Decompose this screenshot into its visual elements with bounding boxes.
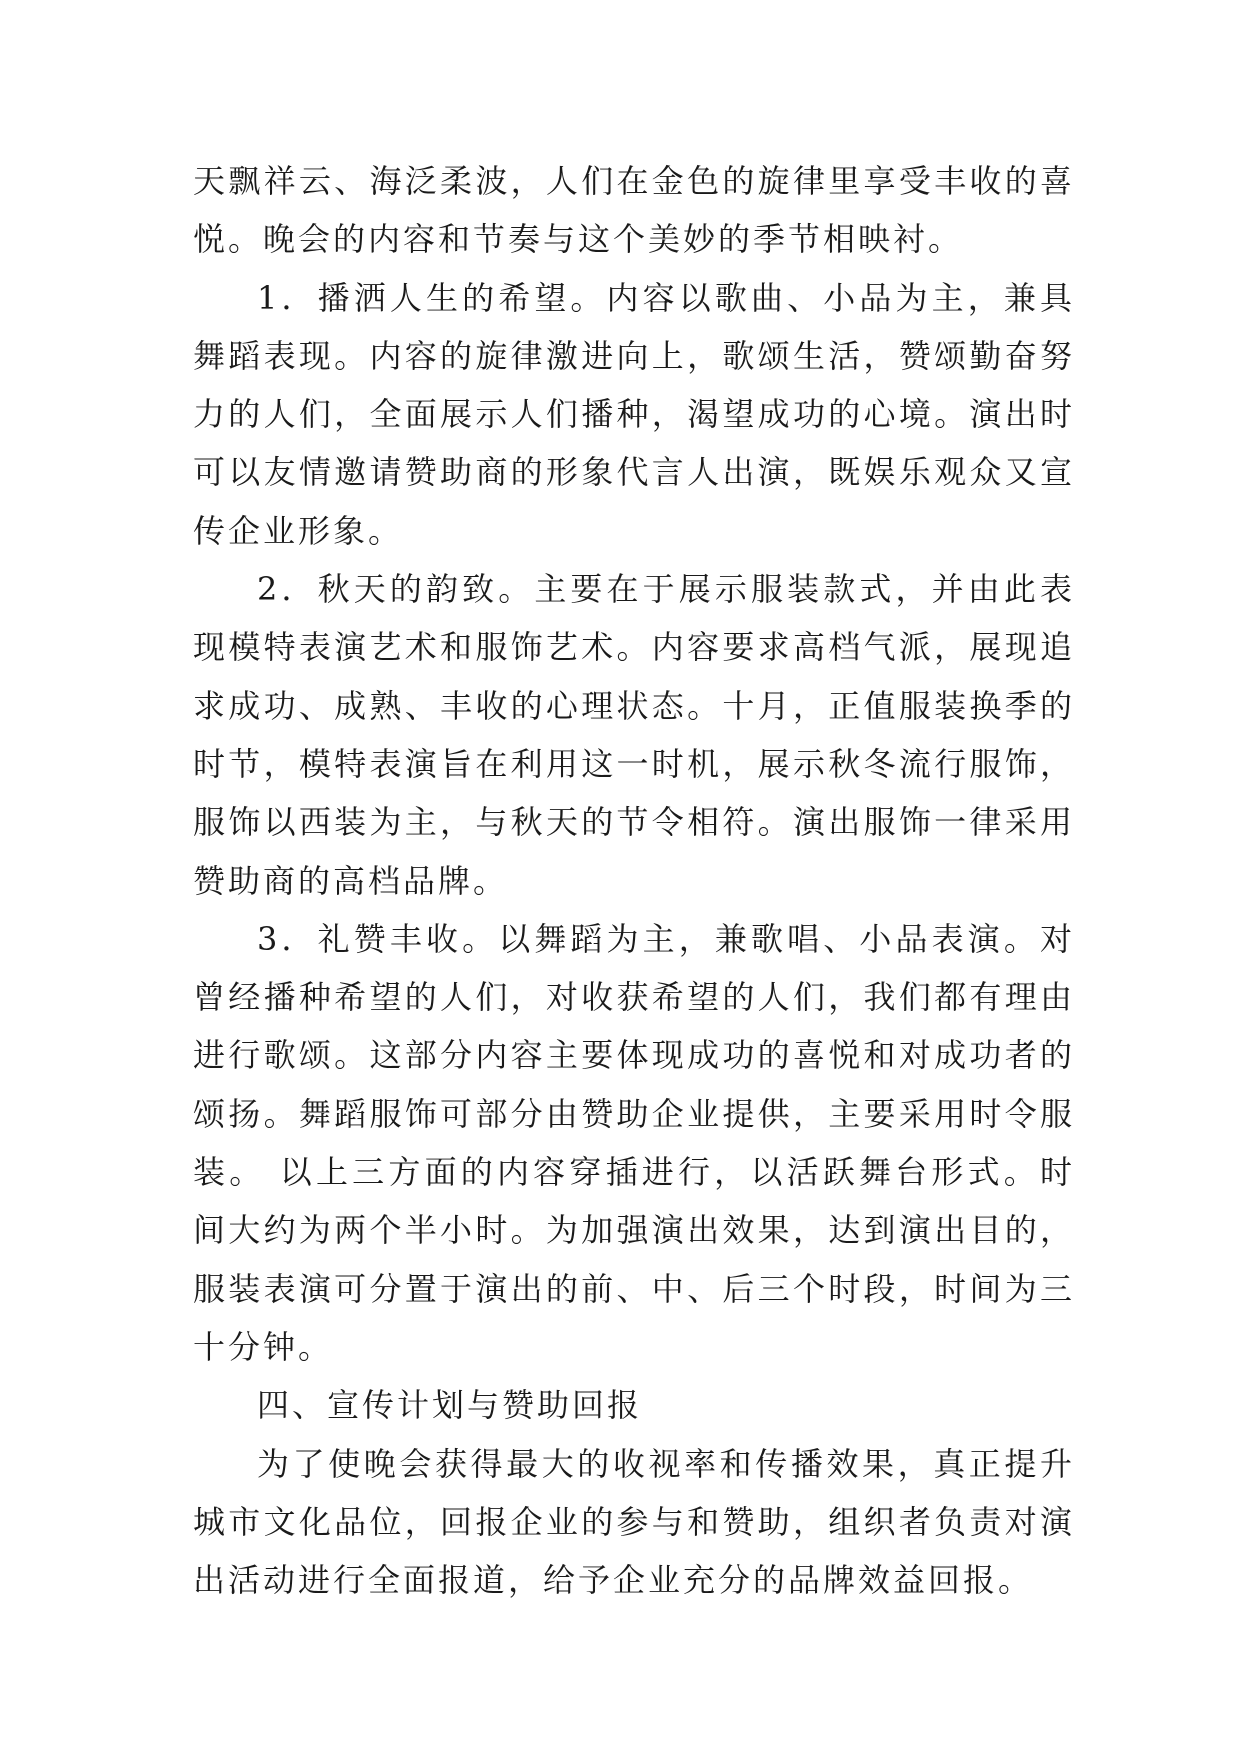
paragraph-item-1: 1．播洒人生的希望。内容以歌曲、小品为主，兼具舞蹈表现。内容的旋律激进向上，歌颂生活，赞颂勤奋努力的人们，全面展示人们播种，渴望成功的心境。演出时可以友情邀请赞助商的形象代言人出演，既娱乐观众又宣传企业形象。 [193,278,1075,550]
paragraph-section-body: 为了使晚会获得最大的收视率和传播效果，真正提升城市文化品位，回报企业的参与和赞助，组织者负责对演出活动进行全面报道，给予企业充分的品牌效益回报。 [193,1444,1075,1600]
paragraph-item-3: 3．礼赞丰收。以舞蹈为主，兼歌唱、小品表演。对曾经播种希望的人们，对收获希望的人们，我们都有理由进行歌颂。这部分内容主要体现成功的喜悦和对成功者的颂扬。舞蹈服饰可部分由赞助企业提供，主要采用时令服装。 以上三方面的内容穿插进行，以活跃舞台形式。时间大约为两个半小时。为加强演出效果，达到演出目的，服装表演可分置于演出的前、中、后三个时段，时间为三十分钟。 [193,919,1075,1366]
paragraph-intro: 天飘祥云、海泛柔波，人们在金色的旋律里享受丰收的喜悦。晚会的内容和节奏与这个美妙的季节相映衬。 [193,162,1075,259]
document-body [193,152,1075,1609]
paragraph-item-2: 2．秋天的韵致。主要在于展示服装款式，并由此表现模特表演艺术和服饰艺术。内容要求高档气派，展现追求成功、成熟、丰收的心理状态。十月，正值服装换季的时节，模特表演旨在利用这一时机，展示秋冬流行服饰，服饰以西装为主，与秋天的节令相符。演出服饰一律采用赞助商的高档品牌。 [193,570,1075,900]
section-heading: 四、宣传计划与赞助回报 [257,1386,643,1425]
